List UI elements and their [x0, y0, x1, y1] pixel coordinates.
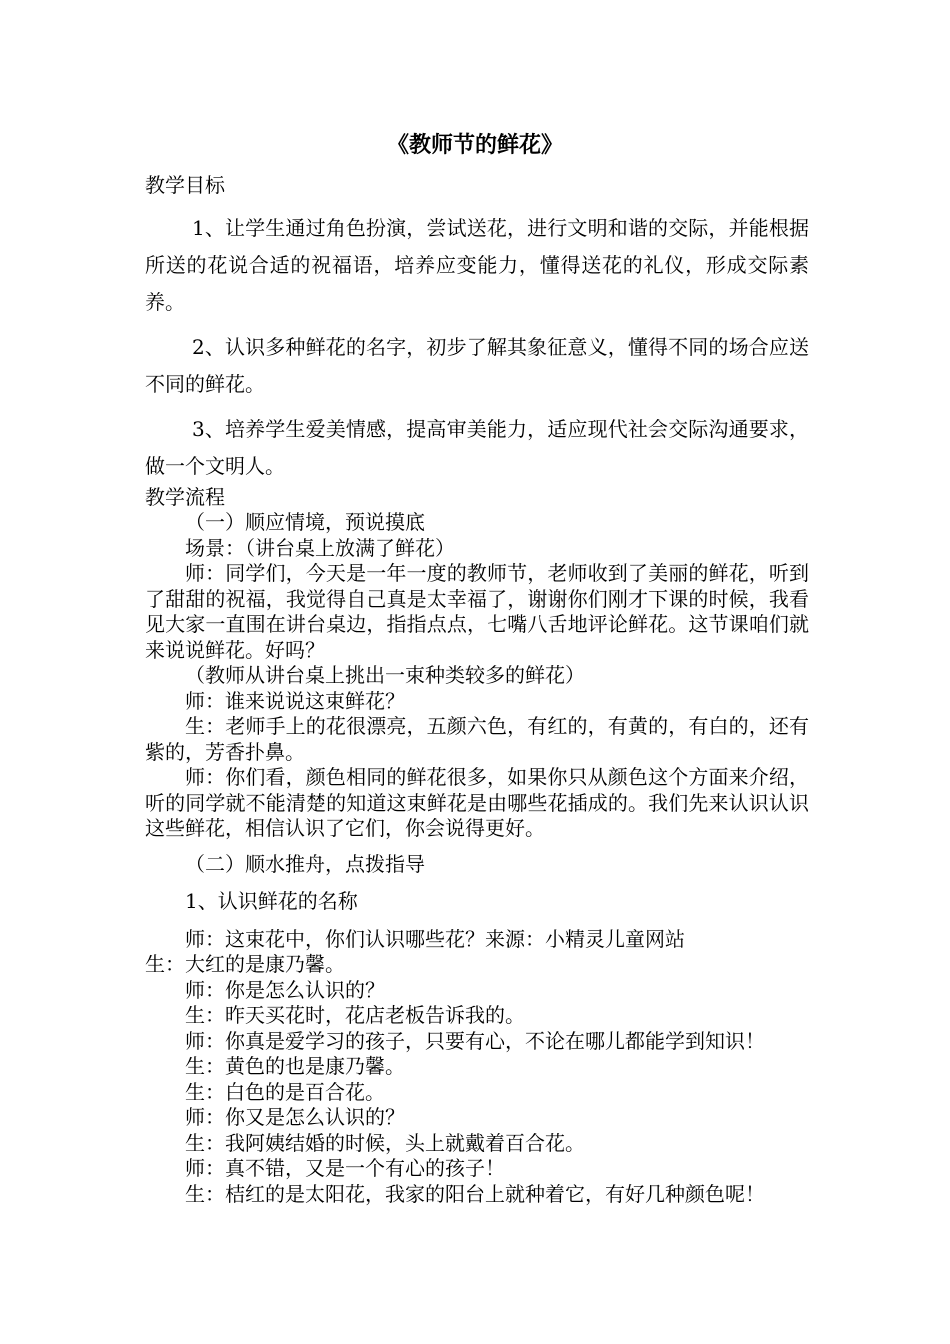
dialogue-line: 师：真不错，又是一个有心的孩子！	[185, 1156, 505, 1180]
dialogue-line: 生：白色的是百合花。	[185, 1079, 385, 1104]
objectives-heading: 教学目标	[145, 173, 225, 197]
section-heading-1: （一）顺应情境，预说摸底	[185, 510, 425, 534]
dialogue-line: 生：昨天买花时，花店老板告诉我的。	[185, 1003, 525, 1027]
dialogue-line: 师：你是怎么认识的？	[185, 977, 385, 1002]
section-heading-2: （二）顺水推舟，点拨指导	[185, 851, 425, 876]
objective-1: 1、让学生通过角色扮演，尝试送花，进行文明和谐的交际，并能根据所送的花说合适的祝福语，培养应变能力，懂得送花的礼仪，形成交际素养。	[145, 215, 809, 314]
dialogue-line: 师：你又是怎么认识的？	[185, 1105, 405, 1129]
stage-direction: （教师从讲台桌上挑出一束种类较多的鲜花）	[185, 663, 585, 687]
dialogue-line: 师：你们看，颜色相同的鲜花很多，如果你只从颜色这个方面来介绍，听的同学就不能清楚的知道这束鲜花是由哪些花插成的。我们先来认识认识这些鲜花，相信认识了它们，你会说得更好。	[145, 765, 809, 840]
dialogue-line: 生：桔红的是太阳花，我家的阳台上就种着它，有好几种颜色呢！	[185, 1181, 765, 1206]
dialogue-line: 生：大红的是康乃馨。	[145, 952, 345, 976]
objective-3: 3、培养学生爱美情感，提高审美能力，适应现代社会交际沟通要求，做一个文明人。	[145, 416, 809, 478]
dialogue-line: 生：我阿姨结婚的时候，头上就戴着百合花。	[185, 1130, 585, 1155]
dialogue-line: 师：谁来说说这束鲜花？	[185, 688, 405, 713]
document-title: 《教师节的鲜花》	[386, 132, 563, 158]
dialogue-line: 师：这束花中，你们认识哪些花？来源：小精灵儿童网站	[185, 926, 685, 951]
subsection-heading: 1、认识鲜花的名称	[185, 889, 358, 913]
process-heading: 教学流程	[145, 484, 225, 509]
objective-2: 2、认识多种鲜花的名字，初步了解其象征意义，懂得不同的场合应送不同的鲜花。	[145, 334, 809, 396]
document-body	[145, 173, 809, 1207]
dialogue-line: 生：黄色的也是康乃馨。	[185, 1054, 405, 1078]
dialogue-line: 师：你真是爱学习的孩子，只要有心，不论在哪儿都能学到知识！	[185, 1028, 765, 1053]
dialogue-line: 生：老师手上的花很漂亮，五颜六色，有红的，有黄的，有白的，还有紫的，芳香扑鼻。	[145, 714, 809, 764]
dialogue-line: 师：同学们，今天是一年一度的教师节，老师收到了美丽的鲜花，听到了甜甜的祝福，我觉得自己真是太幸福了，谢谢你们刚才下课的时候，我看见大家一直围在讲台桌边，指指点点，七嘴八舌地评论鲜花。这节课咱们就来说说鲜花。好吗？	[145, 561, 809, 662]
scene-line: 场景：（讲台桌上放满了鲜花）	[185, 535, 455, 560]
